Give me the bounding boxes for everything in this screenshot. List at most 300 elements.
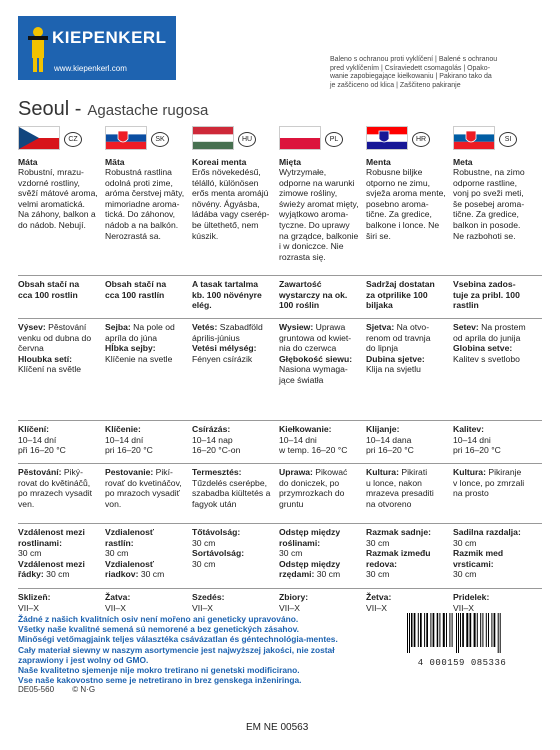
germ-line bbox=[192, 424, 240, 435]
dist-line bbox=[192, 559, 244, 570]
desc-line: odporne rastline, bbox=[453, 177, 518, 188]
field-value: 30 cm bbox=[105, 548, 129, 559]
cult-line bbox=[279, 467, 347, 478]
field-value: Klija na svjetlu bbox=[366, 364, 421, 375]
desc-line: Robusne biljke bbox=[366, 167, 423, 177]
field-label: Razmak sadnje: bbox=[366, 527, 431, 537]
country-code-badge: SK bbox=[151, 132, 169, 147]
field-label: rastlín: bbox=[105, 537, 134, 548]
statement-line: Naše kvalitetno sjemenje nije mokro tretirano ni genetski modificirano. bbox=[18, 665, 300, 676]
dist-line bbox=[18, 559, 85, 570]
desc-line: wyjątkowo aroma- bbox=[279, 209, 349, 220]
plant-name: Koreai menta bbox=[192, 157, 247, 167]
field-value: Piký- bbox=[61, 467, 83, 477]
desc-line: növény. Ágyásba, bbox=[192, 198, 260, 209]
column-header-sk bbox=[105, 126, 191, 150]
content-line: Obsah stačí na bbox=[105, 279, 167, 289]
sow-line bbox=[192, 333, 263, 344]
sow-line bbox=[279, 364, 352, 375]
content-line: rastlin bbox=[453, 300, 479, 311]
barcode-bar bbox=[486, 613, 487, 647]
dist-line bbox=[453, 559, 521, 570]
desc-line: širi se. bbox=[366, 230, 391, 241]
desc-line: i w doniczce. Nie bbox=[279, 241, 344, 252]
desc-line: Robustní, mrazu- bbox=[18, 167, 84, 177]
dist-line bbox=[453, 548, 521, 559]
barcode-bar bbox=[494, 613, 496, 647]
country-code-badge: PL bbox=[325, 132, 343, 147]
field-value: 10–14 dní bbox=[18, 434, 57, 445]
dist-line bbox=[192, 527, 244, 538]
desc-line: mimoriadne aroma- bbox=[105, 198, 180, 209]
harvest-line bbox=[453, 603, 489, 614]
field-label: Klijanje: bbox=[366, 424, 400, 434]
barcode-number: 4 000159 085336 bbox=[417, 658, 507, 668]
field-value: jące światła bbox=[279, 374, 324, 385]
field-value: VII–X bbox=[279, 602, 301, 613]
desc-line: Robustná rastlina bbox=[105, 167, 172, 177]
desc-line: świeży aromat mięty, bbox=[279, 198, 359, 209]
field-label: Razmik med bbox=[453, 548, 504, 559]
cult-line bbox=[279, 499, 347, 510]
dist-line bbox=[279, 527, 340, 538]
divider bbox=[18, 420, 542, 421]
desc-block bbox=[192, 167, 269, 241]
barcode-bar bbox=[411, 613, 413, 647]
barcode-bar bbox=[446, 613, 447, 647]
desc-line: vzdorné rostliny, bbox=[18, 177, 80, 188]
dist-block bbox=[18, 527, 85, 580]
column-header-si bbox=[453, 126, 539, 150]
barcode-bar bbox=[491, 613, 492, 647]
field-value: Na otvo- bbox=[394, 322, 430, 332]
germ-line bbox=[18, 445, 66, 456]
flag-icon bbox=[366, 126, 408, 150]
cult-line bbox=[18, 478, 92, 489]
sow-line bbox=[18, 364, 91, 375]
field-value: Pikirati bbox=[398, 467, 428, 477]
barcode-bar bbox=[424, 613, 425, 647]
field-value: przymrozkach do bbox=[279, 488, 345, 499]
dist-line bbox=[453, 569, 521, 580]
sow-line bbox=[366, 364, 431, 375]
cult-line bbox=[279, 478, 347, 489]
desc-line: rozrasta się. bbox=[279, 251, 326, 262]
field-value: Fényen csírázik bbox=[192, 353, 253, 364]
field-value: 10–14 dni bbox=[453, 434, 491, 445]
field-label: Žatva: bbox=[105, 592, 131, 602]
cult-block bbox=[453, 467, 524, 499]
desc-line: Nerozrastá sa. bbox=[105, 230, 161, 241]
desc-line: vonj po sveži meti, bbox=[453, 188, 524, 199]
dist-line bbox=[279, 569, 340, 580]
sow-block bbox=[18, 322, 91, 375]
dist-block bbox=[453, 527, 521, 580]
germ-line bbox=[18, 435, 66, 446]
sow-line bbox=[18, 333, 91, 344]
country-code-badge: HR bbox=[412, 132, 430, 147]
field-value: mrazeva presaditi bbox=[366, 488, 434, 499]
field-value: rovat do květináčů, bbox=[18, 477, 91, 488]
sow-line bbox=[105, 354, 175, 365]
barcode-bar bbox=[456, 613, 457, 653]
sow-block bbox=[192, 322, 263, 364]
field-value: pri 16–20 °C bbox=[453, 445, 501, 456]
germ-line bbox=[366, 424, 414, 435]
mascot-icon bbox=[26, 24, 50, 74]
field-value: ven. bbox=[18, 498, 35, 509]
dist-line bbox=[192, 538, 244, 549]
field-value: 30 cm bbox=[366, 537, 390, 548]
content-block bbox=[192, 279, 262, 311]
dist-line bbox=[366, 538, 431, 549]
germ-line bbox=[105, 445, 153, 456]
sow-line bbox=[192, 354, 263, 365]
desc-line: zimowe rośliny, bbox=[279, 188, 338, 199]
germ-block bbox=[366, 424, 414, 456]
field-value: 30 cm bbox=[314, 569, 341, 580]
dist-line bbox=[366, 569, 431, 580]
field-value: VII–X bbox=[192, 602, 214, 613]
sow-line bbox=[18, 322, 91, 333]
sow-block bbox=[366, 322, 431, 375]
field-value: apríla do júna bbox=[105, 332, 158, 343]
barcode-bar bbox=[407, 613, 408, 653]
cult-line bbox=[18, 467, 92, 478]
statement-line: zaprawiony i jest wolny od GMO. bbox=[18, 654, 149, 665]
field-label: Setev: bbox=[453, 322, 479, 332]
content-line: elég. bbox=[192, 300, 212, 311]
dist-block bbox=[279, 527, 340, 580]
divider bbox=[18, 463, 542, 464]
desc-line: balkon in posode. bbox=[453, 219, 521, 230]
field-value: pri 16–20 °C bbox=[105, 445, 153, 456]
desc-line: nádob a na balkón. bbox=[105, 219, 179, 230]
dist-block bbox=[366, 527, 431, 580]
barcode-bar bbox=[418, 613, 419, 647]
desc-line: ládába vagy cserép- bbox=[192, 209, 270, 220]
article-code: DE05-560 bbox=[18, 685, 55, 694]
content-block bbox=[453, 279, 520, 311]
cult-block bbox=[192, 467, 270, 509]
cult-block bbox=[279, 467, 347, 509]
field-value: od aprila do junija bbox=[453, 332, 521, 343]
field-value: 10–14 dni bbox=[279, 434, 317, 445]
dist-line bbox=[279, 559, 340, 570]
field-label: Kiełkowanie: bbox=[279, 424, 332, 434]
field-value: Pikować bbox=[312, 467, 348, 477]
germ-block bbox=[18, 424, 66, 456]
field-label: Hĺbka sejby: bbox=[105, 343, 156, 354]
dist-line bbox=[105, 548, 164, 559]
field-value: při 16–20 °C bbox=[18, 445, 66, 456]
field-value: 30 cm bbox=[138, 569, 165, 580]
divider bbox=[18, 318, 542, 319]
cult-line bbox=[453, 478, 524, 489]
cult-line bbox=[105, 499, 182, 510]
harvest-block bbox=[192, 592, 224, 613]
harvest-block bbox=[279, 592, 308, 613]
field-label: redova: bbox=[366, 558, 398, 569]
flag-icon bbox=[192, 126, 234, 150]
field-value: Na prostem bbox=[478, 322, 526, 332]
field-label: Odstęp między bbox=[279, 527, 341, 537]
field-label: Žetva: bbox=[366, 592, 392, 602]
latin-name: Agastache rugosa bbox=[87, 102, 209, 119]
field-value: do doniczek, po bbox=[279, 477, 340, 488]
sow-block bbox=[105, 322, 175, 364]
field-value: Tűzdelés cserépbe, bbox=[192, 477, 267, 488]
desc-line: erős menta aromájú bbox=[192, 188, 269, 199]
statement-line: Vse naše kakovostno seme je netretirano in brez genskega inženiringa. bbox=[18, 675, 302, 686]
plant-name: Máta bbox=[18, 157, 38, 167]
field-value: Na pole od bbox=[130, 322, 175, 332]
desc-line: otporno ne zimu, bbox=[366, 177, 431, 188]
content-line: Zawartość bbox=[279, 279, 322, 289]
brand-name: KIEPENKERL bbox=[52, 28, 167, 47]
harvest-block bbox=[453, 592, 489, 613]
barcode-bar bbox=[430, 613, 431, 647]
field-label: Odstęp między bbox=[279, 558, 341, 569]
germ-line bbox=[192, 445, 240, 456]
field-label: Globina setve: bbox=[453, 343, 513, 354]
content-line: A tasak tartalma bbox=[192, 279, 259, 289]
cult-line bbox=[366, 488, 434, 499]
field-value: Kalitev s svetlobo bbox=[453, 353, 520, 364]
field-value: 30 cm bbox=[43, 569, 70, 580]
desc-line: tične. Za gredice, bbox=[366, 209, 432, 220]
dist-block bbox=[192, 527, 244, 569]
sow-line bbox=[279, 343, 352, 354]
content-block bbox=[105, 279, 166, 300]
germ-line bbox=[279, 424, 347, 435]
field-label: Szedés: bbox=[192, 592, 225, 602]
germ-line bbox=[105, 424, 153, 435]
desc-block bbox=[453, 167, 525, 241]
sow-line bbox=[279, 375, 352, 386]
brand-logo bbox=[18, 16, 176, 80]
cult-line bbox=[105, 478, 182, 489]
desc-line: na grządce, balkonie bbox=[279, 230, 359, 241]
field-value: szabadba kiültetés a bbox=[192, 488, 271, 499]
barcode-bar bbox=[437, 613, 439, 647]
desc-line: télálló, különösen bbox=[192, 177, 259, 188]
content-block bbox=[18, 279, 79, 300]
field-value: Klíčení na světle bbox=[18, 364, 82, 375]
field-label: Sjetva: bbox=[366, 322, 395, 332]
field-label: rostlinami: bbox=[18, 537, 62, 548]
desc-line: Na záhony, balkon a bbox=[18, 209, 96, 220]
germ-line bbox=[453, 445, 501, 456]
desc-line: tická. Do záhonov, bbox=[105, 209, 176, 220]
field-value: gruntowa od kwiet- bbox=[279, 332, 352, 343]
field-value: do lipnja bbox=[366, 343, 399, 354]
dist-line bbox=[18, 538, 85, 549]
barcode-bar bbox=[433, 613, 435, 647]
product-name: Seoul - bbox=[18, 98, 82, 120]
divider bbox=[18, 523, 542, 524]
field-label: Csírázás: bbox=[192, 424, 231, 434]
column-header-hr bbox=[366, 126, 452, 150]
barcode-bar bbox=[480, 613, 481, 647]
sow-line bbox=[18, 343, 91, 354]
barcode-bar bbox=[420, 613, 422, 647]
field-label: Termesztés: bbox=[192, 467, 242, 477]
desc-line: odporne na warunki bbox=[279, 177, 355, 188]
flag-icon bbox=[105, 126, 147, 150]
cult-line bbox=[192, 467, 270, 478]
field-label: Kultura: bbox=[366, 467, 399, 477]
field-value: rovať do kvetináčov, bbox=[105, 477, 182, 488]
cult-line bbox=[192, 499, 270, 510]
sow-line bbox=[366, 354, 431, 365]
desc-line: odolná proti zime, bbox=[105, 177, 173, 188]
desc-line: aróma čerstvej māty, bbox=[105, 188, 185, 199]
cult-block bbox=[366, 467, 434, 509]
brand-url: www.kiepenkerl.com bbox=[54, 64, 127, 73]
field-label: vrsticami: bbox=[453, 558, 494, 569]
field-label: Pridelek: bbox=[453, 592, 490, 602]
page-title bbox=[18, 98, 208, 121]
field-value: Pěstování bbox=[45, 322, 87, 332]
sow-line bbox=[192, 343, 263, 354]
germ-line bbox=[453, 435, 501, 446]
field-value: 16–20 °C-on bbox=[192, 445, 241, 456]
sow-line bbox=[453, 322, 526, 333]
field-label: Vzdialenosť bbox=[105, 527, 155, 537]
barcode-bars bbox=[403, 613, 521, 653]
field-label: Dubina sjetve: bbox=[366, 353, 425, 364]
field-value: června bbox=[18, 343, 44, 354]
sow-line bbox=[105, 343, 175, 354]
content-line: cca 100 rostlin bbox=[18, 289, 78, 300]
flag-icon bbox=[453, 126, 495, 150]
barcode-bar bbox=[452, 613, 453, 647]
harvest-line bbox=[192, 592, 224, 603]
desc-line: še posebej aroma- bbox=[453, 198, 525, 209]
field-value: von. bbox=[105, 498, 122, 509]
plant-name: Menta bbox=[366, 157, 391, 167]
cult-line bbox=[18, 499, 92, 510]
germ-block bbox=[453, 424, 501, 456]
note-line: pred vyklíčením | Csíraviedett csomagolás | Opako- bbox=[330, 64, 491, 72]
field-value: fagyok után bbox=[192, 498, 237, 509]
harvest-line bbox=[453, 592, 489, 603]
field-label: Sortávolság: bbox=[192, 548, 245, 559]
cult-line bbox=[192, 478, 270, 489]
field-label: Razmak između bbox=[366, 548, 431, 559]
column-header-pl bbox=[279, 126, 365, 150]
field-label: Sklizeň: bbox=[18, 592, 51, 602]
plant-name: Māta bbox=[105, 157, 125, 167]
sow-block bbox=[279, 322, 352, 386]
barcode-bar bbox=[488, 613, 489, 647]
field-value: na otvoreno bbox=[366, 498, 412, 509]
dist-line bbox=[192, 548, 244, 559]
content-line: Sadržaj dostatan bbox=[366, 279, 435, 289]
harvest-line bbox=[192, 603, 224, 614]
field-value: VII–X bbox=[453, 602, 475, 613]
barcode-bar bbox=[460, 613, 461, 647]
field-label: Vzdálenost mezi bbox=[18, 527, 85, 537]
cult-line bbox=[105, 467, 182, 478]
field-value: po mrazech vysadit bbox=[18, 488, 93, 499]
sow-line bbox=[279, 322, 352, 333]
cult-line bbox=[18, 488, 92, 499]
sow-line bbox=[453, 354, 526, 365]
barcode-bar bbox=[426, 613, 428, 647]
field-value: VII–X bbox=[105, 602, 127, 613]
germ-line bbox=[366, 435, 414, 446]
field-label: Pěstování: bbox=[18, 467, 62, 477]
field-value: gruntu bbox=[279, 498, 304, 509]
barcode-bar bbox=[462, 613, 464, 647]
sow-line bbox=[279, 354, 352, 365]
germ-block bbox=[192, 424, 240, 456]
desc-line: Ne razbohoti se. bbox=[453, 230, 516, 241]
barcode-bar bbox=[443, 613, 445, 647]
desc-line: Wytrzymałe, bbox=[279, 167, 327, 177]
germ-line bbox=[192, 435, 240, 446]
barcode-bar bbox=[449, 613, 450, 647]
dist-line bbox=[366, 527, 431, 538]
field-value: Nasiona wymaga- bbox=[279, 364, 348, 375]
germ-block bbox=[279, 424, 347, 456]
cult-block bbox=[18, 467, 92, 509]
field-value: nia do czerwca bbox=[279, 343, 337, 354]
dist-line bbox=[18, 569, 85, 580]
sow-line bbox=[366, 322, 431, 333]
field-label: Vetési mélység: bbox=[192, 343, 257, 354]
field-value: Szabadföld bbox=[217, 322, 263, 332]
dist-line bbox=[18, 548, 85, 559]
field-value: 30 cm bbox=[453, 569, 477, 580]
barcode-bar bbox=[477, 613, 478, 647]
packaging-note bbox=[330, 56, 550, 90]
barcode-bar bbox=[500, 613, 501, 653]
harvest-line bbox=[18, 603, 50, 614]
field-value: Pikí- bbox=[153, 467, 173, 477]
field-value: Klíčenie na svetle bbox=[105, 353, 173, 364]
sow-line bbox=[105, 333, 175, 344]
column-header-cz bbox=[18, 126, 104, 150]
field-label: Pestovanie: bbox=[105, 467, 154, 477]
note-line: Baleno s ochranou proti vyklíčení | Balené s ochranou bbox=[330, 56, 498, 63]
field-label: Vzdialenosť bbox=[105, 558, 155, 569]
field-label: Zbiory: bbox=[279, 592, 309, 602]
field-value: VII–X bbox=[366, 602, 388, 613]
germ-line bbox=[18, 424, 66, 435]
desc-line: tične. Za gredice, bbox=[453, 209, 519, 220]
germ-block bbox=[105, 424, 153, 456]
desc-block bbox=[279, 167, 359, 262]
copyright: © N·G bbox=[72, 685, 96, 694]
barcode bbox=[403, 613, 521, 668]
country-code-badge: HU bbox=[238, 132, 256, 147]
dist-line bbox=[279, 548, 340, 559]
desc-line: svježa aroma mente, bbox=[366, 188, 446, 199]
sow-line bbox=[453, 343, 526, 354]
sow-block bbox=[453, 322, 526, 364]
dist-line bbox=[453, 527, 521, 538]
content-line: za otprilike 100 bbox=[366, 289, 428, 300]
barcode-bar bbox=[466, 613, 468, 647]
field-label: Uprawa: bbox=[279, 467, 313, 477]
germ-line bbox=[279, 435, 347, 446]
barcode-bar bbox=[458, 613, 459, 653]
sow-line bbox=[279, 333, 352, 344]
desc-line: do nádob. Nebují. bbox=[18, 219, 86, 230]
